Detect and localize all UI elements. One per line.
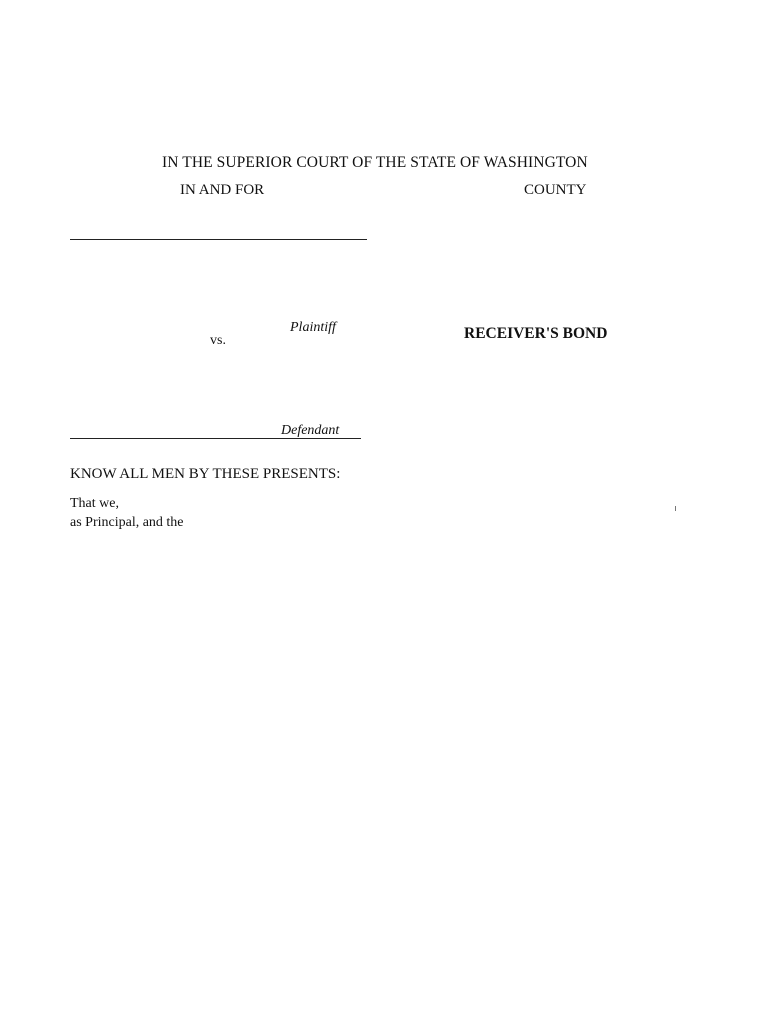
caption-bottom-line xyxy=(70,438,361,439)
plaintiff-label: Plaintiff xyxy=(290,320,336,335)
bond-title: RECEIVER'S BOND xyxy=(464,325,608,342)
defendant-label: Defendant xyxy=(281,423,340,438)
margin-mark xyxy=(675,506,676,511)
know-all-heading: KNOW ALL MEN BY THESE PRESENTS: xyxy=(70,466,341,482)
in-and-for-label: IN AND FOR xyxy=(180,182,265,198)
that-we-text: That we, xyxy=(70,496,119,511)
county-label: COUNTY xyxy=(524,182,587,198)
court-title: IN THE SUPERIOR COURT OF THE STATE OF WASHINGTON xyxy=(162,154,588,171)
as-principal-text: as Principal, and the xyxy=(70,515,184,530)
versus-label: vs. xyxy=(210,333,226,348)
caption-top-line xyxy=(70,239,367,240)
